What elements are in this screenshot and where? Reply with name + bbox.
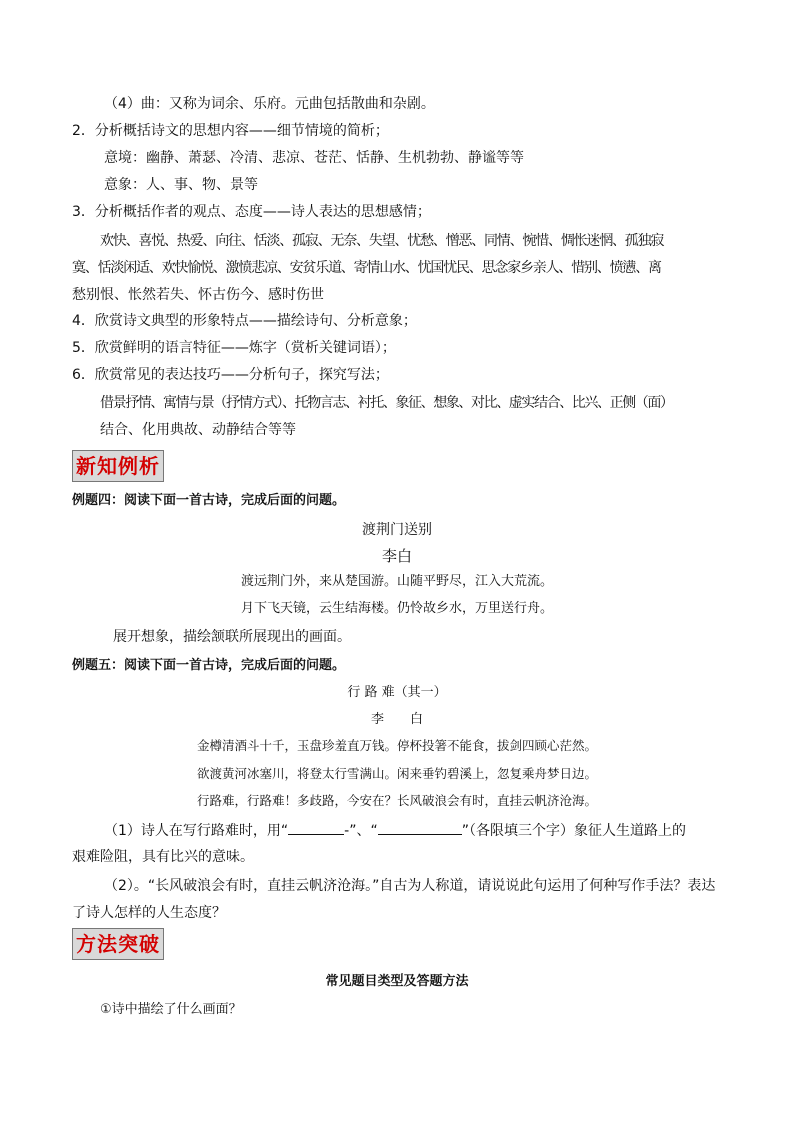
- answer-blank-1-mark: -: [344, 823, 350, 839]
- question-1-text-b: ”、“: [349, 823, 378, 839]
- text-item-6: 6．欣赏常见的表达技巧——分析句子，探究写法；: [72, 367, 389, 383]
- poem-line-2: 月下飞天镜，云生结海楼。仍怜故乡水，万里送行舟。: [240, 601, 553, 616]
- answer-blank-2[interactable]: [378, 819, 462, 835]
- poem-author-libai: 李白: [381, 547, 412, 565]
- text-item-qu: （4）曲：又称为词余、乐府。元曲包括散曲和杂剧。: [104, 96, 435, 112]
- text-item-4: 4．欣赏诗文典型的形象特点——描绘诗句、分析意象；: [72, 313, 417, 329]
- poem-line-3: 行路难，行路难！多歧路，今安在？长风破浪会有时，直挂云帆济沧海。: [196, 793, 597, 808]
- poem-line-1: 金樽清酒斗十千，玉盘珍羞直万钱。停杯投箸不能食，拔剑四顾心茫然。: [196, 738, 597, 753]
- example-5-question-2: （2）。“长风破浪会有时，直挂云帆济沧海。”自古为人称道，请说说此句运用了何种写作手法？表达: [104, 878, 716, 894]
- example-5-question-2-cont: 了诗人怎样的人生态度？: [72, 905, 226, 921]
- example-5-question-1-cont: 艰难险阻，具有比兴的意味。: [72, 849, 254, 865]
- text-item-2: 2．分析概括诗文的思想内容——细节情境的简析；: [72, 123, 389, 139]
- answer-blank-1[interactable]: [288, 819, 344, 835]
- poem-title-dujingmen: 渡荆门送别: [362, 522, 432, 538]
- poem-author-libai-2: 李 白: [370, 712, 423, 727]
- method-title: 常见题目类型及答题方法: [325, 974, 469, 989]
- text-yixiang: 意象：人、事、物、景等: [104, 177, 258, 193]
- text-techniques-line-2: 结合、化用典故、动静结合等等: [100, 422, 296, 438]
- question-1-text-a: （1）诗人在写行路难时，用“: [104, 823, 289, 839]
- example-4-question: 展开想象，描绘颔联所展现出的画面。: [113, 629, 351, 645]
- text-item-3: 3．分析概括作者的观点、态度——诗人表达的思想感情；: [72, 204, 431, 220]
- question-1-text-c: ”（各限填三个字）象征人生道路上的: [461, 823, 687, 839]
- text-emotions-line-3: 愁别恨、怅然若失、怀古伤今、感时伤世: [72, 287, 324, 303]
- section-heading-method: 方法突破: [72, 928, 164, 960]
- text-yijing: 意境：幽静、萧瑟、冷清、悲凉、苍茫、恬静、生机勃勃、静谧等等: [104, 150, 524, 166]
- text-emotions-line-2: 寞、恬淡闲适、欢快愉悦、激愤悲凉、安贫乐道、寄情山水、忧国忧民、思念家乡亲人、惜别、愤懑、离: [72, 260, 661, 276]
- text-emotions-line-1: 欢快、喜悦、热爱、向往、恬淡、孤寂、无奈、失望、忧愁、憎恶、同情、惋惜、惆怅迷惘、孤独寂: [100, 233, 664, 249]
- example-5-intro: 例题五：阅读下面一首古诗，完成后面的问题。: [72, 658, 346, 673]
- poem-line-2: 欲渡黄河冰塞川，将登太行雪满山。闲来垂钓碧溪上，忽复乘舟梦日边。: [196, 766, 597, 781]
- poem-title-xinglunan: 行 路 难（其一）: [347, 685, 447, 700]
- text-item-5: 5．欣赏鲜明的语言特征——炼字（赏析关键词语）；: [72, 340, 396, 356]
- text-techniques-line-1: 借景抒情、寓情与景（抒情方式）、托物言志、衬托、象征、想象、对比、虚实结合、比兴、正侧（面）: [100, 395, 673, 411]
- method-question-1: ①诗中描绘了什么画面？: [100, 1002, 242, 1017]
- example-4-intro: 例题四：阅读下面一首古诗，完成后面的问题。: [72, 493, 346, 508]
- poem-line-1: 渡远荆门外，来从楚国游。山随平野尽，江入大荒流。: [240, 574, 553, 589]
- example-5-question-1: [104, 819, 686, 841]
- section-heading-new-knowledge: 新知例析: [72, 450, 164, 482]
